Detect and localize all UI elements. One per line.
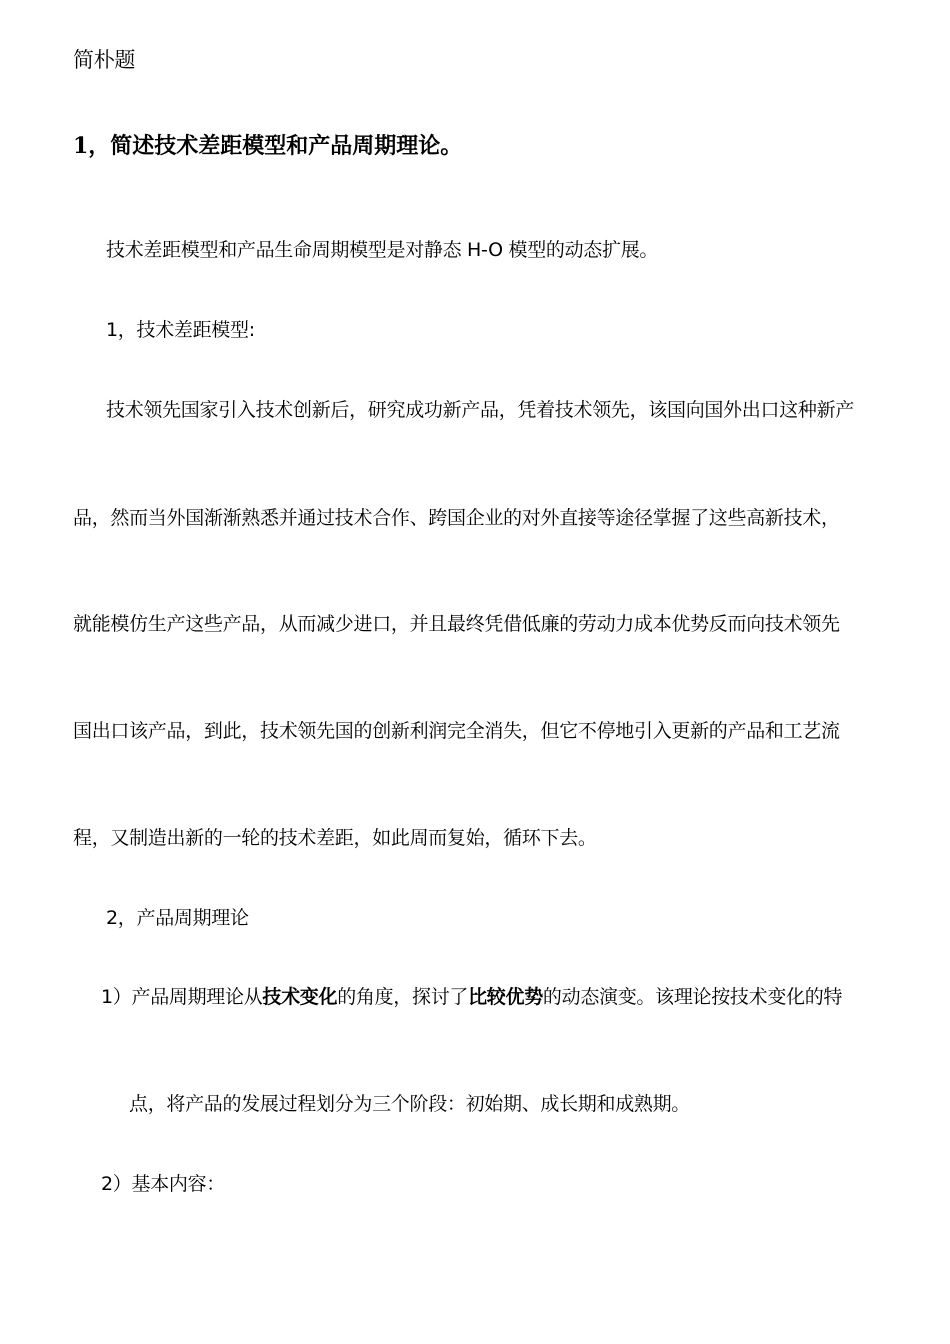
list-item-1-prefix: 1）产品周期理论从: [101, 986, 263, 1008]
section-title-tech-gap: 1，技术差距模型:: [106, 319, 255, 341]
list-item-1-suffix: 的动态演变。该理论按技术变化的特: [542, 986, 843, 1008]
list-item-1: [101, 985, 842, 1009]
paragraph-line: 品，然而当外国渐渐熟悉并通过技术合作、跨国企业的对外直接等途径掌握了这些高新技术，: [73, 507, 840, 529]
intro-paragraph: 技术差距模型和产品生命周期模型是对静态 H-O 模型的动态扩展。: [106, 239, 659, 261]
emphasis-comparative-advantage: 比较优势: [468, 986, 543, 1008]
paragraph-line: 国出口该产品，到此，技术领先国的创新利润完全消失，但它不停地引入更新的产品和工艺流: [73, 720, 840, 742]
list-item-1-continuation: 点，将产品的发展过程划分为三个阶段：初始期、成长期和成熟期。: [129, 1093, 691, 1115]
paragraph-line: 程，又制造出新的一轮的技术差距，如此周而复始，循环下去。: [73, 827, 597, 849]
emphasis-tech-change: 技术变化: [262, 986, 338, 1008]
list-item-1-mid: 的角度，探讨了: [337, 986, 469, 1008]
list-item-2: 2）基本内容：: [101, 1173, 225, 1195]
question-heading: 1，简述技术差距模型和产品周期理论。: [73, 133, 463, 159]
paragraph-line: 技术领先国家引入技术创新后，研究成功新产品，凭着技术领先，该国向国外出口这种新产: [106, 399, 855, 421]
document-header: 简朴题: [73, 48, 136, 72]
section-title-product-cycle: 2，产品周期理论: [106, 907, 249, 929]
paragraph-line: 就能模仿生产这些产品，从而减少进口，并且最终凭借低廉的劳动力成本优势反而向技术领先: [73, 613, 840, 635]
